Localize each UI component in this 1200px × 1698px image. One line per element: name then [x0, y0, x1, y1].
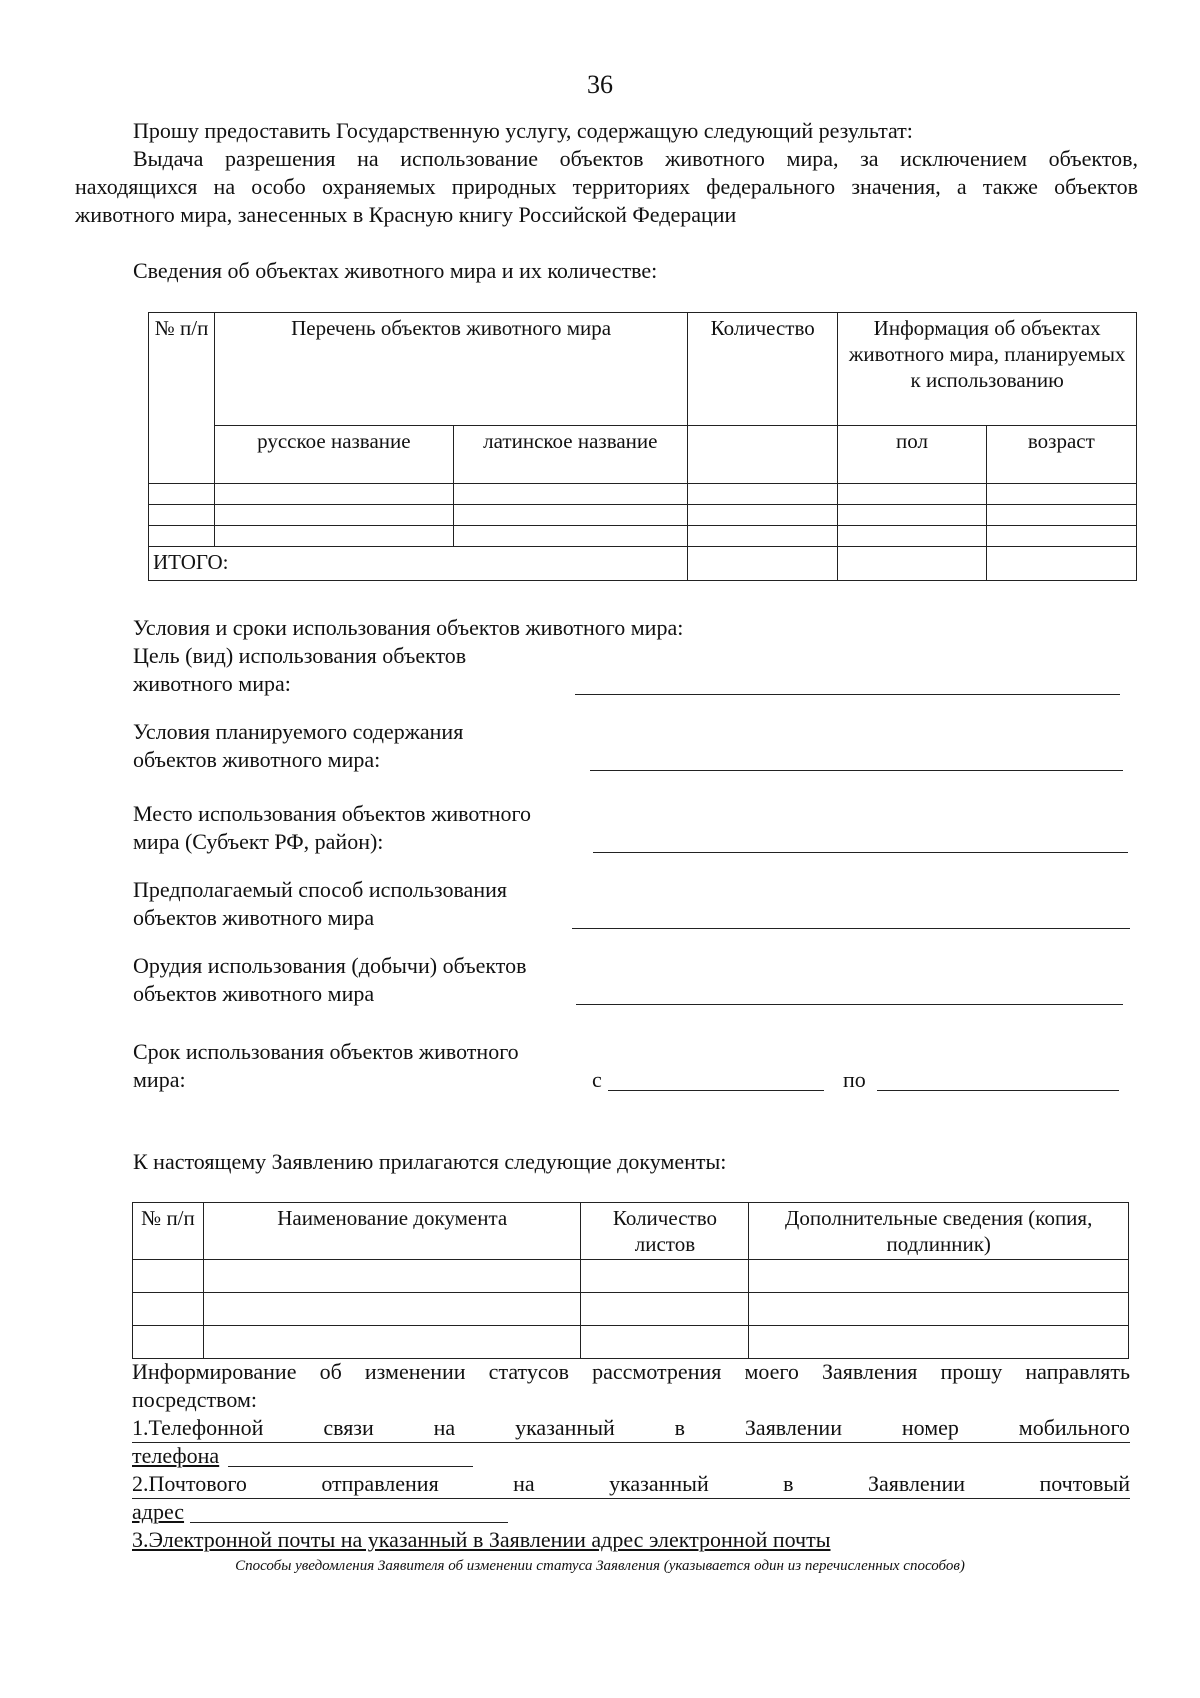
- keeping-label-2: объектов животного мира:: [133, 747, 381, 772]
- word: мобильного: [1018, 1415, 1130, 1440]
- phone-field[interactable]: [228, 1466, 473, 1467]
- term-label-2: мира:: [133, 1067, 186, 1092]
- goal-label-1: Цель (вид) использования объектов: [133, 643, 467, 668]
- notify-text-2: посредством:: [132, 1387, 257, 1412]
- table-cell[interactable]: [688, 505, 838, 526]
- table-row: [133, 1260, 1129, 1293]
- table-cell[interactable]: [203, 1293, 581, 1326]
- request-line: Прошу предоставить Государственную услугу, содержащую следующий результат:: [133, 118, 913, 143]
- table-cell[interactable]: [149, 505, 215, 526]
- notify-option-post[interactable]: [132, 1470, 1130, 1499]
- table-cell[interactable]: [749, 1293, 1129, 1326]
- table-row: [133, 1293, 1129, 1326]
- conditions-heading: Условия и сроки использования объектов животного мира:: [133, 615, 684, 640]
- table-cell[interactable]: [203, 1260, 581, 1293]
- table-cell[interactable]: [453, 505, 687, 526]
- documents-heading: К настоящему Заявлению прилагаются следующие документы:: [133, 1149, 727, 1174]
- word: указанный: [515, 1415, 615, 1440]
- objects-table: [148, 312, 1137, 581]
- table-cell[interactable]: [838, 505, 986, 526]
- tools-field[interactable]: [576, 1004, 1123, 1005]
- term-to-label: по: [843, 1067, 866, 1092]
- word: на: [433, 1415, 456, 1440]
- table-cell[interactable]: [215, 505, 453, 526]
- table-cell[interactable]: [688, 484, 838, 505]
- goal-label-2: животного мира:: [133, 671, 291, 696]
- word: 2.Почтового: [132, 1471, 247, 1496]
- table-row: [149, 484, 1137, 505]
- table-cell[interactable]: [149, 484, 215, 505]
- total-sex[interactable]: [838, 547, 986, 581]
- result-line-3: животного мира, занесенных в Красную книгу Российской Федерации: [75, 202, 737, 227]
- table-cell[interactable]: [581, 1293, 749, 1326]
- word: на: [513, 1471, 535, 1496]
- result-line-2: находящихся на особо охраняемых природных территориях федерального значения, а также объектов: [75, 174, 1138, 199]
- objects-sub-latin-name: латинское название: [453, 426, 687, 484]
- notify-option-email[interactable]: 3.Электронной почты на указанный в Заявлении адрес электронной почты: [132, 1527, 831, 1552]
- word: Заявлении: [867, 1471, 966, 1496]
- table-cell[interactable]: [838, 484, 986, 505]
- documents-col-name: Наименование документа: [203, 1203, 581, 1260]
- table-cell[interactable]: [688, 526, 838, 547]
- table-cell[interactable]: [749, 1260, 1129, 1293]
- place-field[interactable]: [593, 852, 1128, 853]
- post-label: адрес: [132, 1499, 185, 1524]
- table-cell[interactable]: [838, 526, 986, 547]
- table-cell[interactable]: [203, 1326, 581, 1359]
- word: указанный: [609, 1471, 709, 1496]
- total-label: ИТОГО:: [149, 547, 688, 581]
- phone-label: телефона: [132, 1443, 220, 1468]
- objects-col-list: Перечень объектов животного мира: [215, 313, 688, 426]
- place-label-1: Место использования объектов животного: [133, 801, 531, 826]
- total-row: [149, 547, 1137, 581]
- word: почтовый: [1039, 1471, 1130, 1496]
- table-cell[interactable]: [749, 1326, 1129, 1359]
- post-field[interactable]: [190, 1522, 508, 1523]
- objects-sub-russian-name: русское название: [215, 426, 453, 484]
- table-cell[interactable]: [215, 484, 453, 505]
- documents-col-sheets: Количество листов: [581, 1203, 749, 1260]
- total-quantity[interactable]: [688, 547, 838, 581]
- documents-col-number: № п/п: [133, 1203, 204, 1260]
- word: в: [674, 1415, 686, 1440]
- objects-col-number: № п/п: [149, 313, 215, 484]
- objects-sub-sex: пол: [838, 426, 986, 484]
- objects-col-quantity: Количество: [688, 313, 838, 426]
- table-cell[interactable]: [133, 1260, 204, 1293]
- term-to-field[interactable]: [877, 1090, 1119, 1091]
- table-cell[interactable]: [986, 484, 1136, 505]
- table-cell[interactable]: [133, 1326, 204, 1359]
- documents-col-extra: Дополнительные сведения (копия, подлинник): [749, 1203, 1129, 1260]
- table-cell[interactable]: [215, 526, 453, 547]
- word: отправления: [321, 1471, 439, 1496]
- word: номер: [901, 1415, 959, 1440]
- word: в: [783, 1471, 794, 1496]
- table-row: [149, 526, 1137, 547]
- keeping-label-1: Условия планируемого содержания: [133, 719, 464, 744]
- objects-sub-age: возраст: [986, 426, 1136, 484]
- tools-label-1: Орудия использования (добычи) объектов: [133, 953, 527, 978]
- table-cell[interactable]: [581, 1326, 749, 1359]
- objects-heading: Сведения об объектах животного мира и их количестве:: [133, 258, 658, 283]
- goal-field[interactable]: [575, 694, 1120, 695]
- table-cell[interactable]: [986, 505, 1136, 526]
- method-label-2: объектов животного мира: [133, 905, 375, 930]
- term-from-field[interactable]: [608, 1090, 824, 1091]
- place-label-2: мира (Субъект РФ, район):: [133, 829, 384, 854]
- word: Заявлении: [744, 1415, 842, 1440]
- term-label-1: Срок использования объектов животного: [133, 1039, 519, 1064]
- documents-table: [132, 1202, 1129, 1359]
- table-row: [149, 505, 1137, 526]
- table-cell[interactable]: [149, 526, 215, 547]
- word: 1.Телефонной: [132, 1415, 264, 1440]
- keeping-field[interactable]: [590, 770, 1123, 771]
- table-row: [133, 1326, 1129, 1359]
- notify-note: Способы уведомления Заявителя об изменении статуса Заявления (указывается один из перечисленных способов): [235, 1558, 965, 1574]
- table-cell[interactable]: [986, 526, 1136, 547]
- word: связи: [323, 1415, 374, 1440]
- tools-label-2: объектов животного мира: [133, 981, 375, 1006]
- total-age[interactable]: [986, 547, 1136, 581]
- method-field[interactable]: [572, 928, 1130, 929]
- method-label-1: Предполагаемый способ использования: [133, 877, 507, 902]
- table-cell[interactable]: [453, 484, 687, 505]
- term-from-label: с: [592, 1067, 602, 1092]
- objects-col-info: Информация об объектах животного мира, планируемых к использованию: [838, 313, 1137, 426]
- table-cell[interactable]: [453, 526, 687, 547]
- page-number: 36: [587, 70, 613, 99]
- result-line-1: Выдача разрешения на использование объектов животного мира, за исключением объектов,: [133, 146, 1138, 171]
- table-cell[interactable]: [581, 1260, 749, 1293]
- notify-text-1: Информирование об изменении статусов рассмотрения моего Заявления прошу направлять: [132, 1359, 1130, 1384]
- notify-option-phone[interactable]: [132, 1414, 1130, 1443]
- table-cell[interactable]: [133, 1293, 204, 1326]
- objects-sub-empty: [688, 426, 838, 484]
